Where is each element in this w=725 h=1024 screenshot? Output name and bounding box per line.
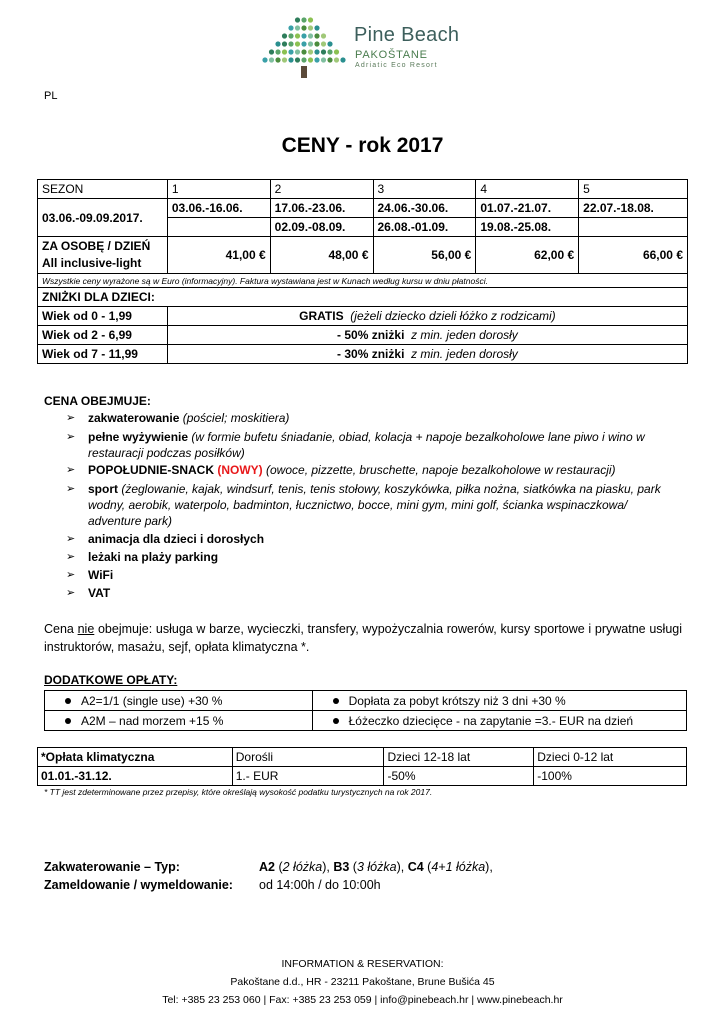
brand-tagline: Adriatic Eco Resort <box>355 62 438 69</box>
period-cell: 24.06.-30.06. <box>373 199 476 218</box>
logo-dot <box>295 25 300 30</box>
logo-dot <box>308 49 313 54</box>
logo-dot <box>301 57 306 62</box>
arrow-bullet-icon: ➢ <box>66 464 76 476</box>
list-item-text <box>88 429 683 461</box>
season-cell: 2 <box>270 180 373 199</box>
discount-row <box>38 345 688 364</box>
logo-dot <box>282 49 287 54</box>
logo-dot <box>314 41 319 46</box>
extra-text: A2M – nad morzem +15 % <box>81 713 224 728</box>
item-bold: leżaki na plaży parking <box>88 550 219 564</box>
logo-dot <box>301 25 306 30</box>
discount-age: Wiek od 0 - 1,99 <box>38 307 168 326</box>
list-item-text <box>88 410 683 426</box>
discounts-title: ZNIŻKI DLA DZIECI: <box>38 288 688 307</box>
brand-location: PAKOŠTANE <box>355 49 428 61</box>
logo-dot <box>301 49 306 54</box>
logo-dot <box>314 25 319 30</box>
discount-value <box>167 345 687 364</box>
logo-dot <box>314 57 319 62</box>
extra-cell <box>45 691 313 711</box>
period-cell: 17.06.-23.06. <box>270 199 373 218</box>
list-item-text <box>88 462 683 478</box>
discount-age: Wiek od 7 - 11,99 <box>38 345 168 364</box>
list-item-text <box>88 567 683 583</box>
bullet-icon <box>333 698 339 704</box>
period-row <box>38 199 688 218</box>
price-cell: 41,00 € <box>167 237 270 274</box>
extras-table <box>44 690 687 731</box>
logo-trunk <box>301 66 307 78</box>
logo-dot <box>327 57 332 62</box>
price-table <box>37 179 688 364</box>
note-row <box>38 274 688 288</box>
item-rest: (żeglowanie, kajak, windsurf, tenis, tenis stołowy, koszykówka, piłka nożna, siatkówka na piasku, park wodny, aerobik, waterpolo, badminton, łucznictwo, bocce, mini gym, mini golf, ścianka wspinaczkowa/ adventure park) <box>88 482 661 528</box>
arrow-bullet-icon: ➢ <box>66 533 76 545</box>
discount-age: Wiek od 2 - 6,99 <box>38 326 168 345</box>
period-cell <box>579 218 688 237</box>
logo-dot <box>301 41 306 46</box>
climate-cell: 1.- EUR <box>232 767 384 786</box>
not-included-prefix: Cena <box>44 622 78 636</box>
bullet-icon <box>65 718 71 724</box>
extra-cell <box>45 711 313 731</box>
logo-dot <box>321 57 326 62</box>
item-rest: (owoce, pizzette, bruschette, napoje bezalkoholowe w restauracji) <box>262 463 616 477</box>
discount-amount: - 30% zniżki <box>337 347 405 361</box>
climate-cell: 01.01.-31.12. <box>38 767 233 786</box>
period-cell: 01.07.-21.07. <box>476 199 579 218</box>
logo-dot <box>295 57 300 62</box>
logo-dot <box>321 33 326 38</box>
logo-dot <box>334 57 339 62</box>
checkin-value: od 14:00h / do 10:00h <box>259 878 381 892</box>
language-code: PL <box>44 90 58 102</box>
climate-header: Dorośli <box>232 748 384 767</box>
discount-amount: GRATIS <box>299 309 344 323</box>
logo-dot <box>327 49 332 54</box>
table-row <box>38 748 687 767</box>
arrow-bullet-icon: ➢ <box>66 569 76 581</box>
discount-value <box>167 307 687 326</box>
bullet-icon <box>65 698 71 704</box>
arrow-bullet-icon: ➢ <box>66 483 76 495</box>
logo-dot <box>282 57 287 62</box>
climate-note: * TT jest zdeterminowane przez przepisy, które określają wysokość podatku turystycznych na rok 2017. <box>44 787 433 797</box>
logo-dot <box>269 49 274 54</box>
logo-dot <box>334 49 339 54</box>
table-row <box>45 691 687 711</box>
price-note: Wszystkie ceny wyrażone są w Euro (informacyjny). Faktura wystawiana jest w Kunach według kursu w dniu płatności. <box>38 274 688 288</box>
table-row <box>45 711 687 731</box>
page-title: CENY - rok 2017 <box>281 134 444 157</box>
logo-dot <box>275 41 280 46</box>
logo-dot <box>321 41 326 46</box>
type-desc: 3 łóżka <box>356 860 397 874</box>
logo-dot <box>275 57 280 62</box>
logo-dot <box>269 57 274 62</box>
package-text: All inclusive-light <box>42 256 142 270</box>
type-code: A2 <box>259 860 275 874</box>
type-code: B3 <box>333 860 350 874</box>
not-included-nie: nie <box>77 622 95 636</box>
logo-dot <box>282 41 287 46</box>
item-bold: VAT <box>88 586 111 600</box>
logo-dot <box>275 49 280 54</box>
period-cell <box>167 218 270 237</box>
climate-header: Dzieci 12-18 lat <box>384 748 534 767</box>
logo-dot <box>308 41 313 46</box>
item-bold: WiFi <box>88 568 114 582</box>
logo-dot <box>295 17 300 22</box>
logo-dot <box>301 17 306 22</box>
discount-condition: (jeżeli dziecko dzieli łóżko z rodzicami) <box>350 309 556 323</box>
climate-cell: -50% <box>384 767 534 786</box>
period-cell: 26.08.-01.09. <box>373 218 476 237</box>
price-cell: 62,00 € <box>476 237 579 274</box>
logo-dot <box>288 57 293 62</box>
extra-cell <box>312 691 686 711</box>
season-row <box>38 180 688 199</box>
season-label: SEZON <box>38 180 168 199</box>
season-cell: 3 <box>373 180 476 199</box>
footer-line-3: Tel: +385 23 253 060 | Fax: +385 23 253 059 | info@pinebeach.hr | www.pinebeach.hr <box>162 994 563 1006</box>
per-person-text: ZA OSOBĘ / DZIEŃ <box>42 239 151 253</box>
item-bold: animacja dla dzieci i dorosłych <box>88 532 265 546</box>
price-row <box>38 237 688 274</box>
logo-dot <box>288 33 293 38</box>
price-cell: 56,00 € <box>373 237 476 274</box>
logo-dot <box>295 33 300 38</box>
type-desc: 2 łóżka <box>282 860 323 874</box>
per-person-label <box>38 237 168 274</box>
logo-dot <box>288 25 293 30</box>
item-bold: POPOŁUDNIE-SNACK <box>88 463 218 477</box>
list-item-text <box>88 585 683 601</box>
bullet-icon <box>333 718 339 724</box>
logo-dot <box>301 33 306 38</box>
item-bold: pełne wyżywienie <box>88 430 189 444</box>
brand-name: Pine Beach <box>354 24 460 46</box>
logo-dot <box>314 33 319 38</box>
period-cell: 22.07.-18.08. <box>579 199 688 218</box>
extra-cell <box>312 711 686 731</box>
discount-condition: z min. jeden dorosły <box>411 347 518 361</box>
not-included-text: obejmuje: usługa w barze, wycieczki, transfery, wypożyczalnia rowerów, kursy sportowe i prywatne usługi instruktorów, masażu, sejf, opłata klimatyczna *. <box>44 622 682 654</box>
discount-row <box>38 326 688 345</box>
discount-condition: z min. jeden dorosły <box>411 328 518 342</box>
logo-dot <box>340 57 345 62</box>
period-cell: 19.08.-25.08. <box>476 218 579 237</box>
logo-dot <box>288 49 293 54</box>
arrow-bullet-icon: ➢ <box>66 412 76 424</box>
logo-dot <box>308 33 313 38</box>
list-item-text <box>88 549 683 565</box>
logo-dot <box>327 41 332 46</box>
extra-text: Dopłata za pobyt krótszy niż 3 dni +30 % <box>348 693 566 708</box>
discount-row <box>38 307 688 326</box>
extra-text: A2=1/1 (single use) +30 % <box>81 693 223 708</box>
list-item-text <box>88 531 683 547</box>
climate-fee-table <box>37 747 687 786</box>
item-bold: sport <box>88 482 118 496</box>
logo-dot <box>308 17 313 22</box>
season-cell: 4 <box>476 180 579 199</box>
arrow-bullet-icon: ➢ <box>66 551 76 563</box>
climate-header: Dzieci 0-12 lat <box>534 748 687 767</box>
logo-dot <box>295 49 300 54</box>
accommodation-type-label: Zakwaterowanie – Typ: <box>44 860 180 874</box>
arrow-bullet-icon: ➢ <box>66 587 76 599</box>
logo-dot <box>295 41 300 46</box>
accommodation-types: A2 (2 łóżka), B3 (3 łóżka), C4 (4+1 łóżka), <box>259 860 493 874</box>
includes-title: CENA OBEJMUJE: <box>44 394 151 408</box>
climate-header: *Opłata klimatyczna <box>38 748 233 767</box>
list-item-text <box>88 481 683 529</box>
not-included-paragraph <box>44 620 682 656</box>
period-cell: 03.06.-16.06. <box>167 199 270 218</box>
range-label: 03.06.-09.09.2017. <box>38 199 168 237</box>
logo-dot <box>262 57 267 62</box>
new-badge: (NOWY) <box>217 463 263 477</box>
footer-line-2: Pakoštane d.d., HR - 23211 Pakoštane, Brune Bušića 45 <box>230 976 495 988</box>
pine-beach-logo <box>258 12 468 82</box>
discount-title-row <box>38 288 688 307</box>
arrow-bullet-icon: ➢ <box>66 431 76 443</box>
extras-title: DODATKOWE OPŁATY: <box>44 673 178 687</box>
checkin-label: Zameldowanie / wymeldowanie: <box>44 878 233 892</box>
price-cell: 48,00 € <box>270 237 373 274</box>
item-bold: zakwaterowanie <box>88 411 180 425</box>
season-cell: 5 <box>579 180 688 199</box>
price-cell: 66,00 € <box>579 237 688 274</box>
period-cell: 02.09.-08.09. <box>270 218 373 237</box>
logo-dot <box>314 49 319 54</box>
type-desc: 4+1 łóżka <box>431 860 486 874</box>
logo-dot <box>321 49 326 54</box>
item-rest: (w formie bufetu śniadanie, obiad, kolacja + napoje bezalkoholowe lane piwo i wino w restauracji podczas posiłków) <box>88 430 645 460</box>
season-cell: 1 <box>167 180 270 199</box>
footer-line-1: INFORMATION & RESERVATION: <box>281 958 444 970</box>
logo-dot <box>288 41 293 46</box>
extra-text: Łóżeczko dziecięce - na zapytanie =3.- EUR na dzień <box>348 713 634 728</box>
item-rest: (pościel; moskitiera) <box>179 411 290 425</box>
logo-dot <box>308 57 313 62</box>
type-code: C4 <box>407 860 424 874</box>
logo-dot <box>282 33 287 38</box>
table-row <box>38 767 687 786</box>
discount-value <box>167 326 687 345</box>
logo-dot <box>308 25 313 30</box>
discount-amount: - 50% zniżki <box>337 328 405 342</box>
climate-cell: -100% <box>534 767 687 786</box>
